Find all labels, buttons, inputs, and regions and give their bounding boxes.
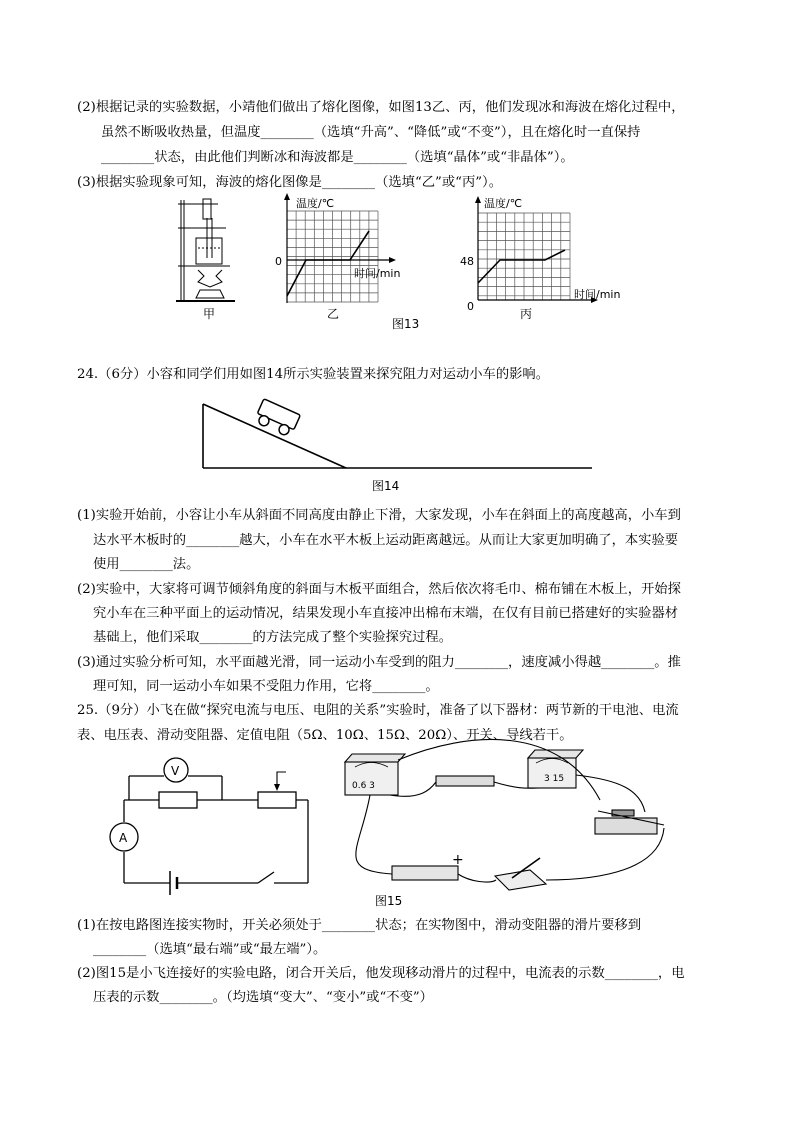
q24-part2-line2: 究小车在三种平面上的运动情况，结果发现小车直接冲出棉布末端，在仅有目前已搭建好的实验器材: [93, 606, 679, 621]
q24-part3-line2: 理可知，同一运动小车如果不受阻力作用，它将________。: [93, 679, 439, 694]
q25-part2-line2: 压表的示数________。（均选填“变大”、“变小”或“不变”）: [93, 990, 433, 1005]
ammeter-label: A: [119, 831, 128, 845]
q23-part2-line2: 虽然不断吸收热量，但温度________（选填“升高”、“降低”或“不变”），且在熔化时一直保持: [101, 125, 641, 140]
bing-ylabel: 温度/℃: [484, 197, 523, 210]
fig13-caption: 图13: [392, 317, 420, 331]
physical-setup: [345, 739, 664, 890]
q25-part1-line2: ________（选填“最右端”或“最左端”）。: [93, 942, 327, 957]
circuit-diagram: [110, 758, 308, 895]
q23-part2-line1: (2)根据记录的实验数据，小靖他们做出了熔化图像，如图13乙、丙，他们发现冰和海波在熔化过程中，: [77, 100, 685, 115]
yi-zero: 0: [275, 255, 282, 268]
q24-intro: 24.（6分）小容和同学们用如图14所示实验装置来探究阻力对运动小车的影响。: [77, 367, 550, 382]
rheostat: [258, 792, 296, 808]
ammeter-scale: 0.6 3: [352, 781, 375, 791]
q24-part1-line2: 达水平木板时的________越大，小车在水平木板上运动距离越远。从而让大家更加明确了，本实验要: [93, 533, 679, 548]
fig15-caption: 图15: [375, 894, 403, 908]
q24-part1-line3: 使用________法。: [93, 557, 200, 572]
q24-part3-line1: (3)通过实验分析可知，水平面越光滑，同一运动小车受到的阻力________，速度减小得越________。推: [77, 655, 681, 670]
bing-48: 48: [460, 255, 474, 268]
q25-intro-line2: 表、电压表、滑动变阻器、定值电阻（5Ω、10Ω、15Ω、20Ω）、开关、导线若干。: [77, 728, 573, 743]
label-jia: 甲: [203, 307, 216, 321]
label-bing: 丙: [520, 307, 533, 321]
q25-part2-line1: (2)图15是小飞连接好的实验电路，闭合开关后，他发现移动滑片的过程中，电流表的示数________，电: [77, 966, 685, 981]
yi-xlabel: 时间/min: [354, 267, 401, 280]
voltmeter-scale: 3 15: [544, 774, 565, 784]
q24-part1-line1: (1)实验开始前，小容让小车从斜面不同高度由静止下滑，大家发现，小车在斜面上的高度越高，小车到: [77, 508, 681, 523]
q25-intro-line1: 25.（9分）小飞在做“探究电流与电压、电阻的关系”实验时，准备了以下器材：两节新的干电池、电流: [77, 703, 679, 718]
voltmeter-label: V: [171, 764, 180, 778]
bing-xlabel: 时间/min: [574, 288, 621, 301]
bing-zero: 0: [467, 300, 474, 313]
yi-ylabel: 温度/℃: [296, 197, 335, 210]
label-yi: 乙: [327, 307, 340, 321]
q24-part2-line1: (2)实验中，大家将可调节倾斜角度的斜面与木板平面组合，然后依次将毛巾、棉布铺在木板上，开始探: [77, 582, 681, 597]
q23-part2-line3: ________状态，由此他们判断冰和海波都是________（选填“晶体”或“非晶体”）。: [101, 150, 574, 165]
q23-part3: (3)根据实验现象可知，海波的熔化图像是________（选填“乙”或“丙”）。: [77, 175, 502, 190]
q24-part2-line3: 基础上，他们采取________的方法完成了整个实验探究过程。: [93, 630, 453, 645]
fixed-resistor: [159, 792, 197, 808]
q25-part1-line1: (1)在按电路图连接实物时，开关必须处于________状态；在实物图中，滑动变阻器的滑片要移到: [77, 918, 642, 933]
battery-plus: +: [452, 852, 464, 868]
fig14-caption: 图14: [372, 479, 400, 493]
